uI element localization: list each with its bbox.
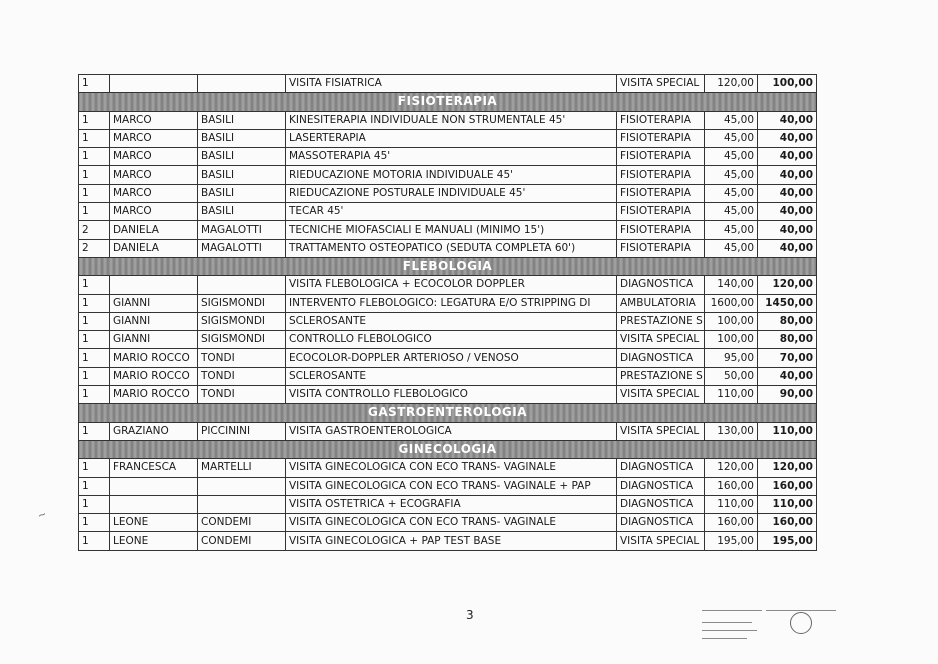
last-name-cell: PICCININI bbox=[198, 422, 286, 440]
last-name-cell: BASILI bbox=[198, 129, 286, 147]
list-price-cell: 110,00 bbox=[705, 495, 758, 513]
discounted-price-cell: 195,00 bbox=[758, 532, 817, 550]
last-name-cell: BASILI bbox=[198, 203, 286, 221]
first-name-cell: GIANNI bbox=[110, 312, 198, 330]
section-header-row bbox=[79, 257, 817, 275]
margin-mark-icon: ~ bbox=[36, 508, 49, 523]
list-price-cell: 140,00 bbox=[705, 276, 758, 294]
category-cell: PRESTAZIONE S bbox=[617, 312, 705, 330]
list-price-cell: 195,00 bbox=[705, 532, 758, 550]
row-number-cell: 1 bbox=[79, 166, 110, 184]
service-name-cell: TECAR 45' bbox=[286, 203, 617, 221]
list-price-cell: 45,00 bbox=[705, 166, 758, 184]
first-name-cell: LEONE bbox=[110, 514, 198, 532]
category-cell: FISIOTERAPIA bbox=[617, 166, 705, 184]
discounted-price-cell: 40,00 bbox=[758, 184, 817, 202]
service-name-cell: RIEDUCAZIONE MOTORIA INDIVIDUALE 45' bbox=[286, 166, 617, 184]
row-number-cell: 1 bbox=[79, 276, 110, 294]
discounted-price-cell: 40,00 bbox=[758, 129, 817, 147]
service-name-cell: VISITA FLEBOLOGICA + ECOCOLOR DOPPLER bbox=[286, 276, 617, 294]
category-cell: DIAGNOSTICA bbox=[617, 495, 705, 513]
last-name-cell: MAGALOTTI bbox=[198, 221, 286, 239]
discounted-price-cell: 40,00 bbox=[758, 367, 817, 385]
list-price-cell: 110,00 bbox=[705, 386, 758, 404]
table-row bbox=[79, 239, 817, 257]
row-number-cell: 2 bbox=[79, 239, 110, 257]
row-number-cell: 1 bbox=[79, 422, 110, 440]
row-number-cell: 1 bbox=[79, 129, 110, 147]
first-name-cell: GRAZIANO bbox=[110, 422, 198, 440]
category-cell: VISITA SPECIAL bbox=[617, 331, 705, 349]
first-name-cell bbox=[110, 276, 198, 294]
list-price-cell: 45,00 bbox=[705, 203, 758, 221]
first-name-cell: MARIO ROCCO bbox=[110, 386, 198, 404]
last-name-cell: TONDI bbox=[198, 349, 286, 367]
first-name-cell: DANIELA bbox=[110, 221, 198, 239]
section-title: GASTROENTEROLOGIA bbox=[79, 404, 817, 422]
discounted-price-cell: 120,00 bbox=[758, 276, 817, 294]
service-name-cell: KINESITERAPIA INDIVIDUALE NON STRUMENTALE 45' bbox=[286, 111, 617, 129]
row-number-cell: 1 bbox=[79, 459, 110, 477]
service-name-cell: VISITA FISIATRICA bbox=[286, 75, 617, 93]
discounted-price-cell: 160,00 bbox=[758, 514, 817, 532]
category-cell: DIAGNOSTICA bbox=[617, 477, 705, 495]
section-title: FISIOTERAPIA bbox=[79, 93, 817, 111]
service-name-cell: MASSOTERAPIA 45' bbox=[286, 148, 617, 166]
first-name-cell: MARIO ROCCO bbox=[110, 349, 198, 367]
table-row bbox=[79, 349, 817, 367]
row-number-cell: 2 bbox=[79, 221, 110, 239]
discounted-price-cell: 80,00 bbox=[758, 312, 817, 330]
last-name-cell bbox=[198, 276, 286, 294]
list-price-cell: 45,00 bbox=[705, 111, 758, 129]
table-row bbox=[79, 495, 817, 513]
row-number-cell: 1 bbox=[79, 331, 110, 349]
list-price-cell: 1600,00 bbox=[705, 294, 758, 312]
first-name-cell: MARIO ROCCO bbox=[110, 367, 198, 385]
list-price-cell: 130,00 bbox=[705, 422, 758, 440]
discounted-price-cell: 110,00 bbox=[758, 495, 817, 513]
discounted-price-cell: 120,00 bbox=[758, 459, 817, 477]
list-price-cell: 120,00 bbox=[705, 75, 758, 93]
row-number-cell: 1 bbox=[79, 495, 110, 513]
last-name-cell: BASILI bbox=[198, 184, 286, 202]
last-name-cell: TONDI bbox=[198, 367, 286, 385]
category-cell: DIAGNOSTICA bbox=[617, 459, 705, 477]
row-number-cell: 1 bbox=[79, 514, 110, 532]
list-price-cell: 95,00 bbox=[705, 349, 758, 367]
row-number-cell: 1 bbox=[79, 386, 110, 404]
service-name-cell: SCLEROSANTE bbox=[286, 367, 617, 385]
discounted-price-cell: 70,00 bbox=[758, 349, 817, 367]
first-name-cell: LEONE bbox=[110, 532, 198, 550]
last-name-cell: BASILI bbox=[198, 166, 286, 184]
section-header-row bbox=[79, 404, 817, 422]
discounted-price-cell: 80,00 bbox=[758, 331, 817, 349]
discounted-price-cell: 40,00 bbox=[758, 203, 817, 221]
last-name-cell: TONDI bbox=[198, 386, 286, 404]
category-cell: VISITA SPECIAL bbox=[617, 75, 705, 93]
discounted-price-cell: 160,00 bbox=[758, 477, 817, 495]
category-cell: FISIOTERAPIA bbox=[617, 148, 705, 166]
last-name-cell bbox=[198, 477, 286, 495]
table-row bbox=[79, 367, 817, 385]
last-name-cell: BASILI bbox=[198, 111, 286, 129]
first-name-cell: MARCO bbox=[110, 184, 198, 202]
table-row bbox=[79, 422, 817, 440]
row-number-cell: 1 bbox=[79, 203, 110, 221]
list-price-cell: 100,00 bbox=[705, 312, 758, 330]
row-number-cell: 1 bbox=[79, 312, 110, 330]
section-title: FLEBOLOGIA bbox=[79, 257, 817, 275]
category-cell: PRESTAZIONE S bbox=[617, 367, 705, 385]
service-name-cell: VISITA GASTROENTEROLOGICA bbox=[286, 422, 617, 440]
section-title: GINECOLOGIA bbox=[79, 440, 817, 458]
category-cell: FISIOTERAPIA bbox=[617, 184, 705, 202]
discounted-price-cell: 100,00 bbox=[758, 75, 817, 93]
list-price-cell: 160,00 bbox=[705, 477, 758, 495]
table-row bbox=[79, 166, 817, 184]
row-number-cell: 1 bbox=[79, 148, 110, 166]
service-name-cell: VISITA GINECOLOGICA CON ECO TRANS- VAGINALE bbox=[286, 514, 617, 532]
table-row bbox=[79, 276, 817, 294]
category-cell: DIAGNOSTICA bbox=[617, 276, 705, 294]
signature-stamp bbox=[700, 600, 840, 654]
service-name-cell: VISITA GINECOLOGICA CON ECO TRANS- VAGINALE bbox=[286, 459, 617, 477]
row-number-cell: 1 bbox=[79, 294, 110, 312]
last-name-cell: MARTELLI bbox=[198, 459, 286, 477]
service-name-cell: TECNICHE MIOFASCIALI E MANUALI (MINIMO 15') bbox=[286, 221, 617, 239]
list-price-cell: 100,00 bbox=[705, 331, 758, 349]
discounted-price-cell: 40,00 bbox=[758, 221, 817, 239]
first-name-cell: GIANNI bbox=[110, 294, 198, 312]
first-name-cell: MARCO bbox=[110, 203, 198, 221]
category-cell: VISITA SPECIAL bbox=[617, 422, 705, 440]
last-name-cell bbox=[198, 495, 286, 513]
table-row bbox=[79, 221, 817, 239]
last-name-cell: CONDEMI bbox=[198, 514, 286, 532]
first-name-cell: FRANCESCA bbox=[110, 459, 198, 477]
service-name-cell: LASERTERAPIA bbox=[286, 129, 617, 147]
section-header-row bbox=[79, 440, 817, 458]
table-row bbox=[79, 184, 817, 202]
table-row bbox=[79, 129, 817, 147]
service-name-cell: ECOCOLOR-DOPPLER ARTERIOSO / VENOSO bbox=[286, 349, 617, 367]
first-name-cell: MARCO bbox=[110, 111, 198, 129]
row-number-cell: 1 bbox=[79, 75, 110, 93]
category-cell: FISIOTERAPIA bbox=[617, 111, 705, 129]
list-price-cell: 160,00 bbox=[705, 514, 758, 532]
table-row bbox=[79, 203, 817, 221]
discounted-price-cell: 40,00 bbox=[758, 239, 817, 257]
first-name-cell bbox=[110, 477, 198, 495]
table-row bbox=[79, 532, 817, 550]
table-row bbox=[79, 331, 817, 349]
category-cell: DIAGNOSTICA bbox=[617, 349, 705, 367]
seal-icon bbox=[790, 612, 812, 634]
row-number-cell: 1 bbox=[79, 184, 110, 202]
category-cell: FISIOTERAPIA bbox=[617, 129, 705, 147]
first-name-cell bbox=[110, 75, 198, 93]
service-name-cell: VISITA GINECOLOGICA + PAP TEST BASE bbox=[286, 532, 617, 550]
section-header-row bbox=[79, 93, 817, 111]
category-cell: FISIOTERAPIA bbox=[617, 221, 705, 239]
row-number-cell: 1 bbox=[79, 477, 110, 495]
last-name-cell: MAGALOTTI bbox=[198, 239, 286, 257]
service-name-cell: INTERVENTO FLEBOLOGICO: LEGATURA E/O STRIPPING DI bbox=[286, 294, 617, 312]
last-name-cell: SIGISMONDI bbox=[198, 312, 286, 330]
first-name-cell: MARCO bbox=[110, 148, 198, 166]
table-row bbox=[79, 386, 817, 404]
row-number-cell: 1 bbox=[79, 349, 110, 367]
last-name-cell: SIGISMONDI bbox=[198, 331, 286, 349]
last-name-cell: SIGISMONDI bbox=[198, 294, 286, 312]
list-price-cell: 45,00 bbox=[705, 148, 758, 166]
table-row bbox=[79, 312, 817, 330]
price-list-table bbox=[78, 74, 817, 551]
table-row bbox=[79, 148, 817, 166]
table-row bbox=[79, 477, 817, 495]
list-price-cell: 45,00 bbox=[705, 129, 758, 147]
first-name-cell: GIANNI bbox=[110, 331, 198, 349]
table-row bbox=[79, 514, 817, 532]
service-name-cell: CONTROLLO FLEBOLOGICO bbox=[286, 331, 617, 349]
category-cell: FISIOTERAPIA bbox=[617, 203, 705, 221]
row-number-cell: 1 bbox=[79, 111, 110, 129]
list-price-cell: 45,00 bbox=[705, 184, 758, 202]
service-name-cell: VISITA OSTETRICA + ECOGRAFIA bbox=[286, 495, 617, 513]
category-cell: VISITA SPECIAL bbox=[617, 532, 705, 550]
service-name-cell: VISITA GINECOLOGICA CON ECO TRANS- VAGINALE + PAP bbox=[286, 477, 617, 495]
discounted-price-cell: 90,00 bbox=[758, 386, 817, 404]
price-list-body bbox=[79, 75, 817, 551]
category-cell: DIAGNOSTICA bbox=[617, 514, 705, 532]
last-name-cell: BASILI bbox=[198, 148, 286, 166]
discounted-price-cell: 110,00 bbox=[758, 422, 817, 440]
table-row bbox=[79, 111, 817, 129]
list-price-cell: 50,00 bbox=[705, 367, 758, 385]
page-number: 3 bbox=[466, 608, 474, 622]
first-name-cell: MARCO bbox=[110, 166, 198, 184]
row-number-cell: 1 bbox=[79, 532, 110, 550]
last-name-cell bbox=[198, 75, 286, 93]
service-name-cell: VISITA CONTROLLO FLEBOLOGICO bbox=[286, 386, 617, 404]
table-row bbox=[79, 294, 817, 312]
discounted-price-cell: 1450,00 bbox=[758, 294, 817, 312]
category-cell: VISITA SPECIAL bbox=[617, 386, 705, 404]
discounted-price-cell: 40,00 bbox=[758, 148, 817, 166]
table-row bbox=[79, 459, 817, 477]
first-name-cell: DANIELA bbox=[110, 239, 198, 257]
first-name-cell: MARCO bbox=[110, 129, 198, 147]
row-number-cell: 1 bbox=[79, 367, 110, 385]
first-name-cell bbox=[110, 495, 198, 513]
category-cell: FISIOTERAPIA bbox=[617, 239, 705, 257]
discounted-price-cell: 40,00 bbox=[758, 111, 817, 129]
list-price-cell: 120,00 bbox=[705, 459, 758, 477]
list-price-cell: 45,00 bbox=[705, 221, 758, 239]
list-price-cell: 45,00 bbox=[705, 239, 758, 257]
discounted-price-cell: 40,00 bbox=[758, 166, 817, 184]
category-cell: AMBULATORIA bbox=[617, 294, 705, 312]
service-name-cell: TRATTAMENTO OSTEOPATICO (SEDUTA COMPLETA 60') bbox=[286, 239, 617, 257]
service-name-cell: RIEDUCAZIONE POSTURALE INDIVIDUALE 45' bbox=[286, 184, 617, 202]
service-name-cell: SCLEROSANTE bbox=[286, 312, 617, 330]
last-name-cell: CONDEMI bbox=[198, 532, 286, 550]
table-row bbox=[79, 75, 817, 93]
